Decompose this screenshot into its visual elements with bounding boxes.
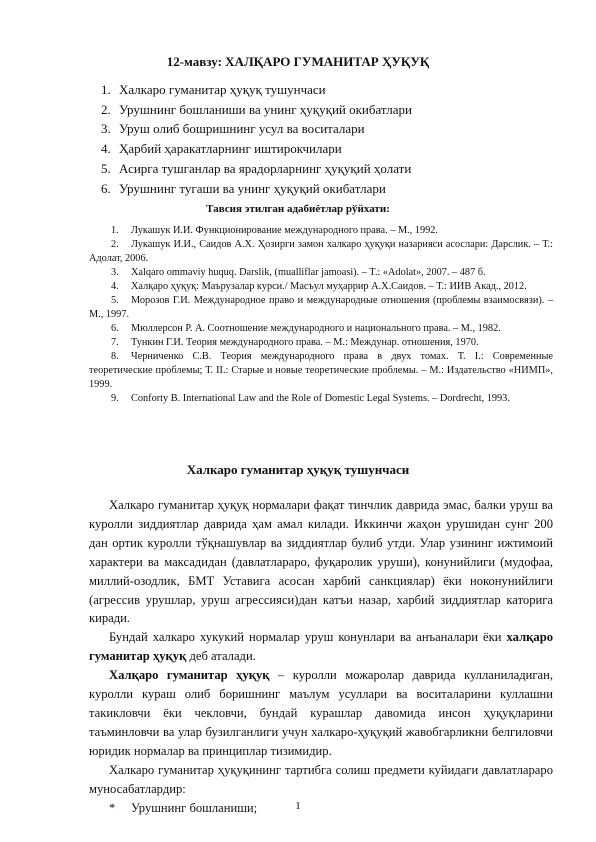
paragraph: Халкаро гуманитар ҳуқуқ нормалари фақат тинчлик даврида эмас, балки уруш ва куролли зиддиятлар даврида ҳам амал килади. Иккинчи жаҳон урушидан сунг 200 дан ортик куролли тўқнашувлар ва зиддиятлар булиб утди. Улар узининг ижтимоий характери ва максадидан (давлатлараро, фуқаролик уруши), конунийлиги (мудофаа, миллий-озодлик, БМТ Уставига асосан харбий санкциялар) ёки ноконунийлиги (агрессив урушлар, уруш агрессияси)дан катъи назар, харбий зиддиятлар каторига киради. (89, 498, 553, 626)
body-text (89, 496, 553, 817)
paragraph: Бундай халкаро хукукий нормалар уруш конунлари ва анъаналари ёки халқаро гуманитар ҳуқуқ деб аталади. (89, 630, 553, 664)
page-number: 1 (295, 800, 301, 812)
reference-item: 4. Халқаро ҳуқуқ: Маърузалар курси./ Масъул муҳаррир А.Х.Саидов. – Т.: ИИВ Акад., 2012. (111, 281, 527, 292)
topic-item: 1. Халкаро гуманитар ҳуқуқ тушунчаси (101, 82, 326, 97)
references-list (89, 224, 553, 406)
topic-item: 6. Урушнинг тугаши ва унинг ҳуқуқий окибатлари (101, 180, 386, 196)
paragraph: Халкаро гуманитар ҳуқуқининг тартибга солиш предмети куйидаги давлатлараро муносабатлардир: (89, 762, 553, 796)
topic-item: 4. Ҳарбий ҳаракатларнинг иштирокчилари (101, 141, 342, 157)
reference-item: 5. Морозов Г.И. Международное право и международные отношения (проблемы взаимосвязи). – М., 1997. (89, 295, 553, 320)
topics-list (101, 80, 412, 198)
section-heading: Халкаро гуманитар ҳуқуқ тушунчаси (186, 462, 410, 477)
literature-heading: Тавсия этилган адабиётлар рўйхати: (206, 203, 390, 215)
topic-item: 3. Уруш олиб бошришнинг усул ва воситалари (101, 121, 365, 137)
reference-item: 7. Тункин Г.И. Теория международного права. – М.: Междунар. отношения, 1970. (111, 337, 479, 348)
bold-term: халқаро гуманитар ҳуқуқ (89, 630, 553, 664)
reference-item: 2. Лукашук И.И., Саидов А.Х. Ҳозирги замон халкаро ҳуқуқи назарияси асослари: Дарслик. – Т.: Адолат, 2006. (89, 239, 553, 264)
bullet-mark: * (109, 800, 116, 815)
lecture-title: 12-мавзу: ХАЛҚАРО ГУМАНИТАР ҲУҚУҚ (166, 54, 430, 69)
bold-term: Халқаро гуманитар ҳуқуқ (109, 668, 270, 683)
reference-item: 6. Мюллерсон Р. А. Соотношение международного и национального права. – М., 1982. (111, 323, 501, 334)
reference-item: 3. Xalqaro ommaviy huquq. Darslik, (mualliflar jamoasi). – T.: «Adolat», 2007. – 487 б. (111, 267, 486, 278)
reference-item: 1. Лукашук И.И. Функционирование международного права. – М., 1992. (111, 225, 438, 236)
reference-item: 9. Conforty B. International Law and the Role of Domestic Legal Systems. – Dordrecht, 1993. (111, 393, 510, 404)
bullet-item: * Урушнинг бошланиши; (89, 799, 553, 818)
topic-item: 2. Урушнинг бошланиши ва унинг ҳуқуқий окибатлари (101, 101, 412, 117)
paragraph: Халқаро гуманитар ҳуқуқ – куролли можаролар даврида кулланиладиган, куролли кураш олиб боришнинг маълум усуллари ва воситаларини куллашни такикловчи ёки чекловчи, бундай курашлар давомида инсон ҳуқуқларини таъминловчи ва улар бузилганлиги учун халкаро-ҳуқуқий жавобгарликни белгиловчи юридик нормалар ва принциплар тизимидир. (89, 668, 553, 758)
reference-item: 8. Черниченко С.В. Теория международного права в двух томах. Т. I.: Современные теоретические проблемы; Т. II.: Старые и новые теоретические проблемы. – М.: Издательство «НИМП», 1999. (89, 351, 553, 390)
topic-item: 5. Асирга тушганлар ва ярадорларнинг ҳуқуқий ҳолати (101, 160, 412, 176)
